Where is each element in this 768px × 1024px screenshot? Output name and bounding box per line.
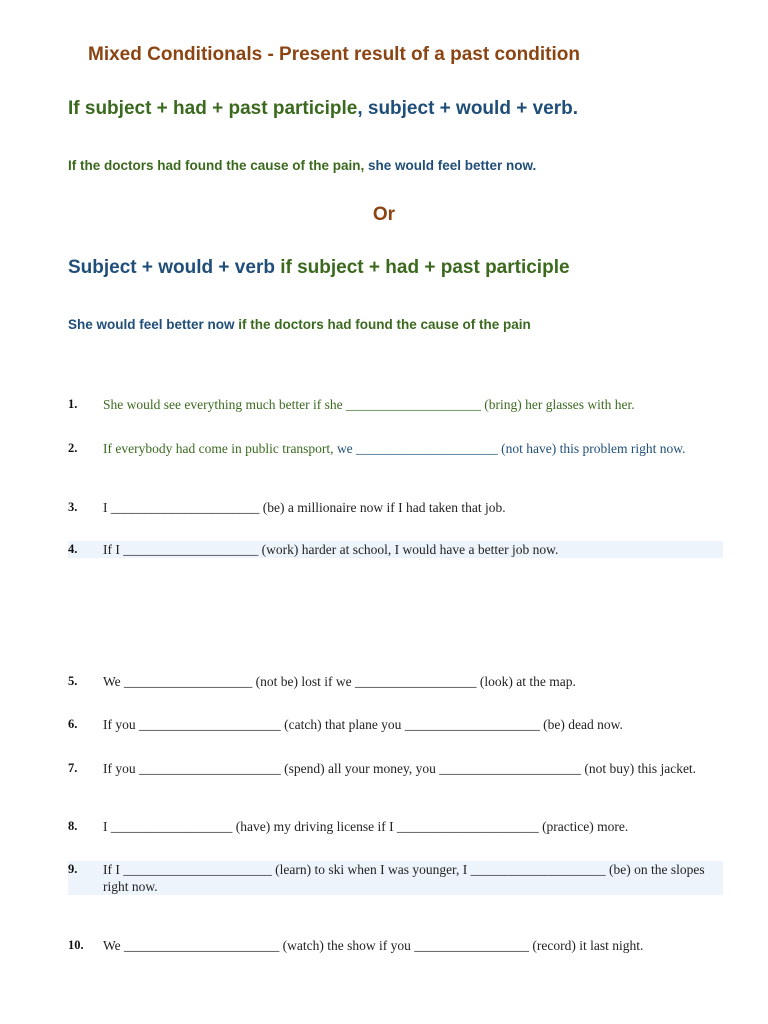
exercise-text: We _______________________ (watch) the show if you _________________ (record) it last night. xyxy=(103,938,644,953)
example-condition: If the doctors had found the cause of the pain, xyxy=(68,158,365,173)
exercise-item xyxy=(68,716,723,733)
formula-condition: If subject + had + past participle xyxy=(68,98,358,119)
exercise-number: 3. xyxy=(68,500,78,514)
exercise-text: I __________________ (have) my driving license if I _____________________ (practice) more. xyxy=(103,819,629,834)
example2-result: She would feel better now xyxy=(68,317,235,332)
exercise-item xyxy=(68,499,723,516)
formula-if-first xyxy=(68,98,578,120)
exercise-item xyxy=(68,541,723,558)
exercise-number: 8. xyxy=(68,819,78,833)
exercise-item xyxy=(68,861,723,895)
exercise-number: 4. xyxy=(68,542,78,556)
exercise-item xyxy=(68,673,723,690)
exercise-number: 1. xyxy=(68,397,78,411)
exercise-item xyxy=(68,760,723,777)
exercise-number: 5. xyxy=(68,674,78,688)
exercise-text: She would see everything much better if she ____________________ (bring) her glasses with her. xyxy=(103,397,635,412)
or-divider: Or xyxy=(372,204,396,225)
example-if-first xyxy=(68,158,536,173)
exercise-text: If you _____________________ (catch) that plane you ____________________ (be) dead now. xyxy=(103,717,623,732)
exercise-number: 2. xyxy=(68,441,78,455)
formula-result-first xyxy=(68,257,570,279)
exercise-condition-part: If everybody had come in public transport, xyxy=(103,441,334,456)
exercise-result-part: we _____________________ (not have) this problem right now. xyxy=(333,441,686,456)
exercise-text xyxy=(103,440,723,457)
example-result-first xyxy=(68,317,531,332)
exercise-number: 7. xyxy=(68,761,78,775)
exercise-text: If I ______________________ (learn) to ski when I was younger, I ____________________ (be) on the slopes right now. xyxy=(103,862,705,894)
formula2-result: Subject + would + verb xyxy=(68,257,275,278)
exercise-text: If I ____________________ (work) harder at school, I would have a better job now. xyxy=(103,542,559,557)
formula-result: subject + would + verb. xyxy=(362,98,578,119)
exercise-item xyxy=(68,818,723,835)
exercise-number: 10. xyxy=(68,938,84,952)
exercise-number: 6. xyxy=(68,717,78,731)
exercise-item xyxy=(68,396,723,413)
exercise-text: We ___________________ (not be) lost if we __________________ (look) at the map. xyxy=(103,674,576,689)
formula2-condition: if subject + had + past participle xyxy=(274,257,570,278)
page-title: Mixed Conditionals - Present result of a past condition xyxy=(88,44,580,65)
exercise-item xyxy=(68,440,723,457)
exercise-item xyxy=(68,937,723,954)
exercise-number: 9. xyxy=(68,862,78,876)
formula-comma: , xyxy=(357,98,363,119)
example2-condition: if the doctors had found the cause of the pain xyxy=(234,317,531,332)
exercise-text: If you _____________________ (spend) all your money, you _____________________ (not buy) this jacket. xyxy=(103,761,697,776)
exercise-text: I ______________________ (be) a millionaire now if I had taken that job. xyxy=(103,500,506,515)
example-result: she would feel better now. xyxy=(364,158,537,173)
